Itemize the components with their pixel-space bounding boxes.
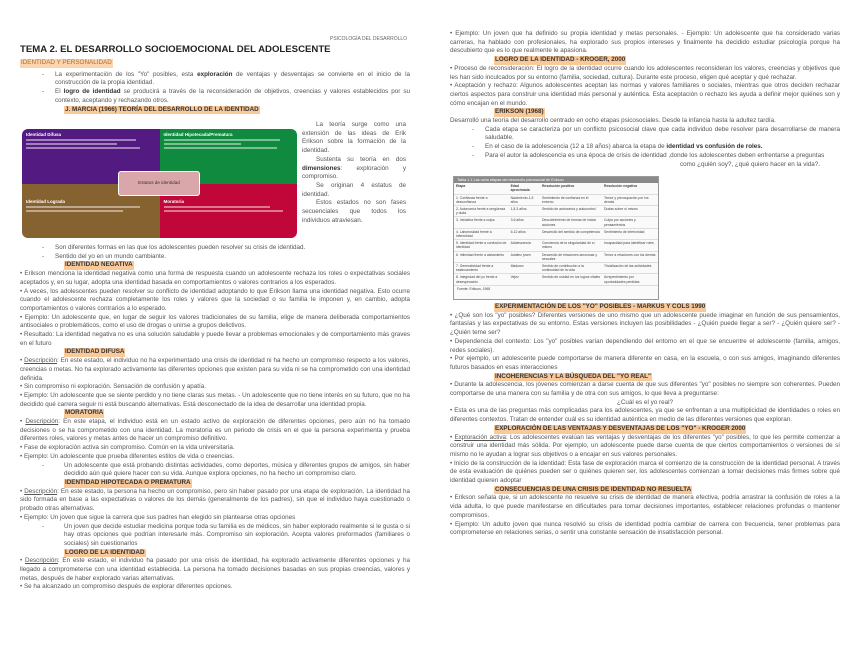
table-row: 1. Confianza frente a desconfianza Nacimiento-1,5 años Sentimiento de confianza en el entorno Temor y preocupación por los demás [454, 194, 658, 205]
heading-moratoria: MORATORIA [65, 409, 104, 417]
quadrant-difusa: Identidad Difusa [22, 129, 160, 184]
quadrant-lograda: Identidad Lograda [22, 184, 160, 239]
table-row: 5. Identidad frente a confusión de identidad Adolescencia Conciencia de la singularidad de sí mismo Incapacidad para identificar roles [454, 240, 658, 251]
heading-kroger: LOGRO DE LA IDENTIDAD - KROGER, 2000 [495, 56, 626, 64]
paragraph: • Ejemplo: Un joven que ha definido su propia identidad y metas personales. - Ejemplo: Un adolescente que ha considerado varias carreras, ha hablado con profesionales, ha explorado sus propios intereses y finalmente ha decidido estudiar psicología porque ha descubierto que es lo que realmente le apasiona. [450, 30, 840, 55]
paragraph: • Ejemplo: Un adulto joven que nunca resolvió su crisis de identidad podría cambiar de carrera con frecuencia, tener problemas para comprometerse en relaciones serias, o sentir una constante sensación de insatisfacción personal. [450, 520, 840, 537]
intro-bullet: - La experimentación de los "Yo" posibles, esta exploración de ventajas y desventajas se convierte en el inicio de la construcción de la propia identidad. [20, 71, 410, 88]
table-row: 4. Laboriosidad frente a inferioridad 6-12 años Desarrollo del sentido de competencia Sentimiento de inferioridad [454, 228, 658, 239]
paragraph: • Se ha alcanzado un compromiso después de explorar diferentes opciones. [20, 583, 233, 591]
paragraph: • ¿Qué son los "yo" posibles? Diferentes versiones de uno mismo que un adolescente puede imaginar en función de sus pensamientos, fantasías y las expectativas de su entorno. Estas versiones incluyen las posibilidades - ¿Quién puede llegar a ser? - ¿Quién quiere ser? - ¿Quién teme ser? [450, 311, 840, 337]
paragraph: • Ejemplo: Un joven que sigue la carrera que sus padres han elegido sin plantearse otras opciones [20, 513, 296, 521]
table-row: 7. Generatividad frente a estancamiento Madurez Sentido de contribución a la continuidad de la vida Trivialización de las actividades [454, 263, 658, 274]
bullet: - Son diferentes formas en las que los adolescentes pueden resolver su crisis de identidad. [20, 244, 410, 253]
heading-incoherencias: INCOHERENCIAS Y LA BÚSQUEDA DEL "YO REAL" [495, 372, 651, 380]
bullet: - Para el autor la adolescencia es una época de crisis de identidad ,donde los adolescentes deben enfrentarse a preguntas [450, 152, 840, 161]
heading-negativa: IDENTIDAD NEGATIVA [65, 261, 133, 269]
quadrant-moratoria: Moratoria [160, 184, 298, 239]
quadrant-hipotecada: Identidad Hipotecada/Prematura [160, 129, 298, 184]
page-right [424, 0, 848, 655]
heading-hipotecada: IDENTIDAD HIPOTECADA O PREMATURA [65, 478, 191, 486]
paragraph: • Fase de exploración activa sin compromiso. Común en la vida universitaria. [20, 444, 235, 452]
table-caption: Tabla 1.1 Las ocho etapas del desarrollo psicosocial de Erikson [454, 177, 658, 183]
running-header: PSICOLOGÍA DEL DESARROLLO [330, 36, 408, 42]
paragraph: • Exploración activa: Los adolescentes evalúan las ventajas y desventajas de los diferentes "yo" posibles, lo que les permite comenzar a construir una identidad más sólida. Por ejemplo, un adolescente puede darse cuenta de que ciertos comportamientos o versiones de sí mismo no le ayudan a lograr sus objetivos o a encajar en sus valores personales. [450, 433, 840, 458]
paragraph: • Dependencia del contexto: Los "yo" posibles varían dependiendo del entorno en el que se encuentre el adolescente (familia, amigos, redes sociales). [450, 337, 840, 354]
table-header-row: Etapa Edad aproximada Resolución positiva Resolución negativa [454, 183, 658, 194]
bullet-continuation: como ¿quién soy?, ¿qué quiero hacer en la vida?. [679, 160, 820, 168]
page2-top [450, 30, 840, 169]
diagram-center-label: Estatus de identidad [118, 171, 200, 196]
heading-markus: EXPERIMENTACIÓN DE LOS "YO" POSIBLES - MARKUS Y COLS 1990 [495, 303, 706, 310]
section-heading: IDENTIDAD Y PERSONALIDAD [21, 59, 112, 66]
paragraph: • Por ejemplo, un adolescente puede comportarse de manera diferente en casa, en la escuela, o con sus amigos, imaginando diferentes futuros basados en esas interacciones [450, 355, 840, 371]
paragraph: Desarrolló una teoría del desarrollo centrado en ocho etapas psicosociales. Desde la infancia hasta la adultez tardía. [450, 117, 776, 125]
table-row: 6. Intimidad frente a aislamiento Adultez joven Desarrollo de relaciones amorosas y sexuales Temor a relaciones con los demás [454, 251, 658, 262]
paragraph: • Descripción: En este estado, la persona ha hecho un compromiso, pero sin haber pasado por una etapa de exploración. La identidad ha sido formada en base a las expectativas o valores de los demás (generalmente de los padres), sin que el individuo haya cuestionado o probado otras alternativas. [20, 487, 410, 513]
paragraph: • Durante la adolescencia, los jóvenes comienzan a darse cuenta de que sus diferentes "yo" posibles no siempre son coherentes. Pueden comportarse de una manera con su familia y de otra con sus amigos, lo que lleva a preguntarse: [450, 381, 840, 398]
erikson-stages-table [453, 176, 659, 300]
paragraph: • Esta es una de las preguntas más complicadas para los adolescentes, ya que se enfrentan a una multiplicidad de identidades o roles en diferentes contextos. Tratan de entender cuál es su identidad auténtica en medio de las diferentes versiones que exploran. [450, 407, 840, 424]
identity-statuses [20, 244, 410, 592]
sub-bullet: - Un adolescente que está probando distintas actividades, como deportes, música y diferentes grupos de amigos, sin haber decidido aún qué quiere hacer con su vida. Aunque explora opciones, no ha hecho un compromiso claro. [20, 462, 410, 479]
sub-bullet: - Un joven que decide estudiar medicina porque toda su familia es de médicos, sin haber explorado realmente si le gusta o si hay otras opciones que podrían interesarle más. Compromiso sin exploración. Acepta valores preformados (familiares o sociales) sin cuestionarlos [20, 523, 410, 549]
paragraph: • Ejemplo: Un adolescente que se siente perdido y no tiene claras sus metas. - Un adolescente que no tiene interés en su futuro, que no ha decidido qué carrera seguir ni está buscando alternativas. Está desconectado de la idea de desarrollar una identidad propia. [20, 391, 410, 408]
paragraph: • Ejemplo: Un adolescente que, en lugar de seguir los valores tradicionales de su familia, elige de manera deliberada comportamientos antisociales o problemáticos, como el uso de drogas o unirse a grupos delictivos. [20, 313, 410, 330]
heading-difusa: IDENTIDAD DIFUSA [65, 348, 125, 356]
intro-bullet: - El logro de identidad se producirá a través de la reconsideración de objetivos, creencias y valores establecidos por su contexto, aceptando y rechazando otros. [20, 88, 410, 105]
heading-consecuencias: CONSECUENCIAS DE UNA CRISIS DE IDENTIDAD NO RESUELTA [495, 485, 692, 493]
marcia-diagram [22, 129, 297, 238]
table-row: 8. Integridad del yo frente a desesperación Vejez Sentido de unidad en los logros vitales Arrepentimiento por oportunidades perdidas [454, 274, 658, 285]
paragraph: • Ejemplo: Un adolescente que prueba diferentes estilos de vida o creencias. [20, 452, 235, 460]
table-source: Fuente: Erikson, 1968 [457, 286, 491, 291]
paragraph: • Descripción: En este estado, el individuo no ha experimentado una crisis de identidad ni ha hecho un compromiso respecto a los valores, creencias o metas. No ha explorado activamente las diferentes opciones que existen para su vida ni se ha comprometido con una identidad definida. [20, 357, 410, 382]
intro-section [20, 59, 410, 114]
paragraph: • Erikson señala que, si un adolescente no resuelve su crisis de identidad de manera efectiva, podría arrastrar la confusión de roles a la vida adulta, lo que puede manifestarse en dificultades para tomar decisiones importantes, establecer relaciones profundas o mantener compromisos. [450, 494, 840, 519]
page2-bottom [450, 303, 840, 538]
paragraph: • Descripción: En este etapa, el individuo está en un estado activo de exploración de diferentes opciones, pero aún no ha tomado decisiones o se ha comprometido con una identidad. La moratoria es un periodo de crisis en el que la persona experimenta y prueba diferentes roles, valores y metas antes de hacer un compromiso definitivo. [20, 418, 410, 443]
page-title: TEMA 2. EL DESARROLLO SOCIOEMOCIONAL DEL ADOLESCENTE [20, 44, 331, 55]
question: ¿Cuál es el yo real? [617, 398, 673, 406]
table-row: 2. Autonomía frente a vergüenza y duda 1,5-3 años Sentido de autonomía y autocontrol Dudas sobre sí mismo [454, 206, 658, 217]
paragraph: • Erikson menciona la identidad negativa como una forma de respuesta cuando un adolescente rechaza los roles o expectativas sociales aceptados y, en su lugar, adopta una identidad basada en comportamientos o valores contrarios a los esperados. [20, 270, 410, 286]
heading-exploracion: EXPLORACIÓN DE LAS VENTAJAS Y DESVENTAJAS DE LOS "YO" - KROGER 2000 [495, 424, 746, 432]
table-row: 3. Iniciativa frente a culpa 3-6 años Descubrimiento de formas de iniciar acciones Culpa por acciones y pensamientos [454, 217, 658, 228]
bullet: - En el caso de la adolescencia (12 a 18 años) abarca la etapa de identidad vs confusión de roles. [450, 143, 840, 152]
paragraph: • A veces, los adolescentes pueden resolver su conflicto de identidad adoptando lo que Erikson llama una identidad negativa. Esto ocurre cuando el adolescente rechaza completamente los roles y valores que la sociedad o su familia le imponen y, en cambio, adopta comportamientos o valores contrarios a lo esperado. [20, 287, 410, 312]
bullet: - Cada etapa se caracteriza por un conflicto psicosocial clave que cada individuo debe resolver para desarrollarse de manera saludable. [450, 126, 840, 143]
paragraph: • Aceptación y rechazo: Algunos adolescentes aceptan las normas y valores familiares o sociales, mientras que otros deciden rechazar ciertos aspectos para construir una identidad más personal y auténtica. Esta aceptación o rechazo les ayuda a definir mejor quiénes son y cómo encajan en el mundo. [450, 82, 840, 107]
heading-logro: LOGRO DE LA IDENTIDAD [65, 548, 145, 556]
marcia-side-notes: La teoría surge como una extensión de las ideas de Erik Erikson sobre la formación de la identidad. Sustenta su teoría en dos dimensiones: exploración y compromiso. Se originan 4 estatus de identidad. Estos estados no son fases secuenciales que todos los individuos atraviesan. [302, 121, 406, 224]
paragraph: • Descripción: En este estado, el individuo ha pasado por una crisis de identidad, ha explorado activamente diferentes opciones y ha llegado a comprometerse con una identidad establecida. La persona ha tomado decisiones basadas en sus propias creencias, valores y metas, después de haber explorado varias alternativas. [20, 557, 410, 582]
paragraph: • Resultado: La identidad negativa no es una solución saludable y puede llevar a problemas emocionales y de comportamiento más graves en el futuro [20, 331, 410, 347]
bullet: - Sentido del yo en un mundo cambiante. [20, 253, 410, 262]
paragraph: • Sin compromiso ni exploración. Sensación de confusión y apatía. [20, 383, 206, 391]
paragraph: • Inicio de la construcción de la identidad: Esta fase de exploración marca el comienzo de la construcción de la identidad personal. A través de esta evaluación de quiénes pueden ser o quiénes quieren ser, los adolescentes comienzan a tomar decisiones más firmes sobre qué identidad quieren adoptar [450, 459, 840, 485]
marcia-heading: J. MARCIA (1966) TEORÍA DEL DESARROLLO DE LA IDENTIDAD [65, 105, 259, 113]
paragraph: • Proceso de reconsideración: El logro de la identidad ocurre cuando los adolescentes reconsideran los valores, creencias y objetivos que les han sido inculcados por su entorno (familia, sociedad, cultura). Durante este proceso, eligen qué aceptar y qué rechazar. [450, 64, 840, 81]
heading-erikson: ERIKSON (1968) [495, 108, 544, 116]
